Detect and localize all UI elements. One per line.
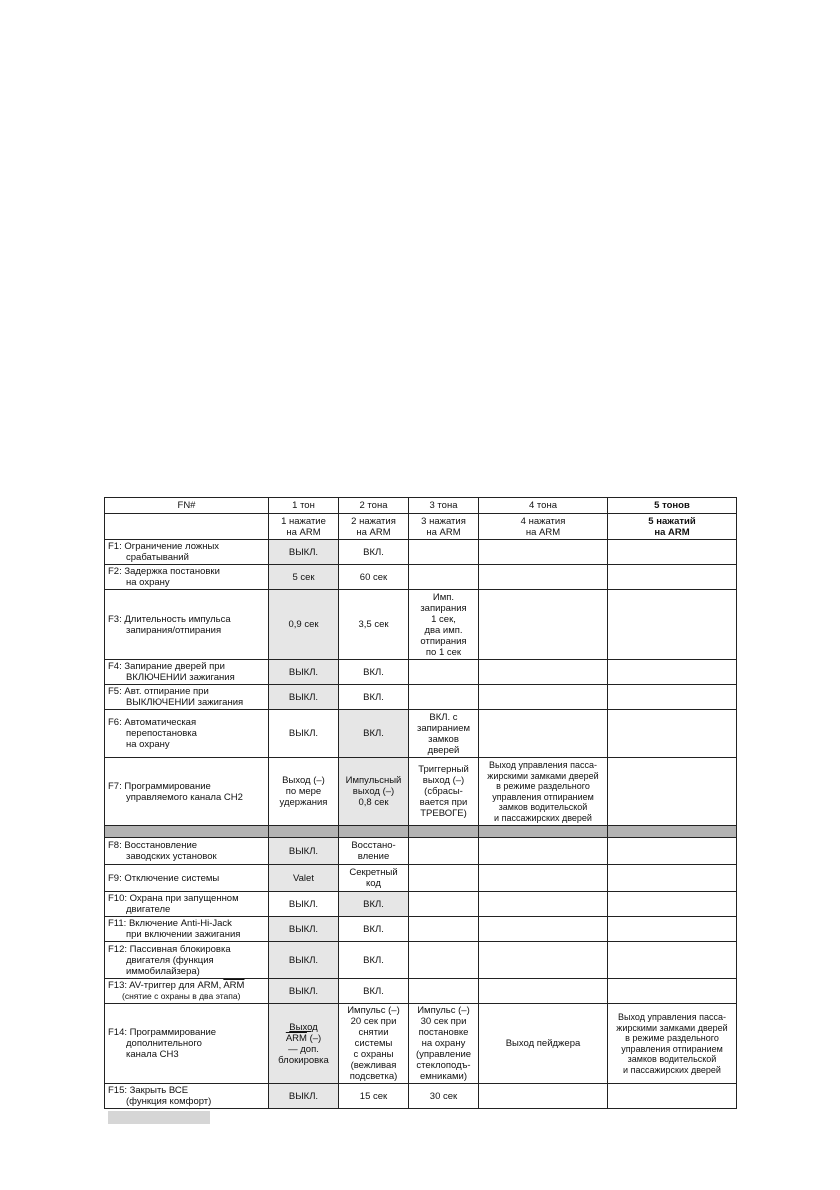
table-header-row (105, 498, 737, 514)
cell-f2-1: 5 сек (269, 565, 339, 590)
fn-label-f9: F9: Отключение системы (105, 865, 269, 892)
table-row-f7 (105, 758, 737, 826)
cell-f3-1: 0,9 сек (269, 590, 339, 660)
fn-label-f1: F1: Ограничение ложных срабатываний (105, 540, 269, 565)
subheader-1: 1 нажатие на ARM (269, 514, 339, 540)
table-row-f4 (105, 660, 737, 685)
cell-f4-2: ВКЛ. (339, 660, 409, 685)
fn-label-f12: F12: Пассивная блокировка двигателя (функция иммобилайзера) (105, 942, 269, 979)
table-row-f1 (105, 540, 737, 565)
cell-f6-1: ВЫКЛ. (269, 710, 339, 758)
cell-f14-5: Выход управления пасса- жирскими замками дверей в режиме раздельного управления отпиранием замков водительской и пассажирских дверей (608, 1004, 737, 1084)
cell-f7-2: Импульсный выход (–) 0,8 сек (339, 758, 409, 826)
header-tone-2: 2 тона (339, 498, 409, 514)
fn-label-f14: F14: Программирование дополнительного канала CH3 (105, 1004, 269, 1084)
table-row-f6 (105, 710, 737, 758)
cell-f8-2: Восстано- вление (339, 838, 409, 865)
table-row-f5 (105, 685, 737, 710)
table-row-f8 (105, 838, 737, 865)
cell-f12-2: ВКЛ. (339, 942, 409, 979)
table-row-f13 (105, 979, 737, 1004)
cell-f13-1: ВЫКЛ. (269, 979, 339, 1004)
subheader-2: 2 нажатия на ARM (339, 514, 409, 540)
table-row-f3 (105, 590, 737, 660)
cell-f7-1: Выход (–) по мере удержания (269, 758, 339, 826)
fn-label-f13: F13: AV-триггер для ARM, $\overline{ARM}$ (снятие с охраны в два этапа) (105, 979, 269, 1004)
table-row-f11 (105, 917, 737, 942)
cell-f12-1: ВЫКЛ. (269, 942, 339, 979)
function-table (104, 497, 737, 1109)
cell-f7-4: Выход управления пасса- жирскими замками дверей в режиме раздельного управления отпиранием замков водительской и пассажирских дверей (479, 758, 608, 826)
cell-f13-2: ВКЛ. (339, 979, 409, 1004)
cell-f9-1: Valet (269, 865, 339, 892)
legend-swatch (108, 1111, 210, 1124)
table-row-f9 (105, 865, 737, 892)
fn-label-f11: F11: Включение Anti-Hi-Jack при включении зажигания (105, 917, 269, 942)
table-row-f10 (105, 892, 737, 917)
table-row-f15 (105, 1084, 737, 1109)
cell-f15-3: 30 сек (409, 1084, 479, 1109)
cell-f11-1: ВЫКЛ. (269, 917, 339, 942)
table-separator-row (105, 826, 737, 838)
fn-label-f5: F5: Авт. отпирание при ВЫКЛЮЧЕНИИ зажигания (105, 685, 269, 710)
header-tone-3: 3 тона (409, 498, 479, 514)
cell-f7-3: Триггерный выход (–) (сбрасы- вается при ТРЕВОГЕ) (409, 758, 479, 826)
subheader-5: 5 нажатий на ARM (608, 514, 737, 540)
cell-f14-3: Импульс (–) 30 сек при постановке на охрану (управление стеклоподъ- емниками) (409, 1004, 479, 1084)
cell-f1-2: ВКЛ. (339, 540, 409, 565)
fn-label-f7: F7: Программирование управляемого канала CH2 (105, 758, 269, 826)
header-tone-5: 5 тонов (608, 498, 737, 514)
cell-f2-2: 60 сек (339, 565, 409, 590)
fn-label-f4: F4: Запирание дверей при ВКЛЮЧЕНИИ зажигания (105, 660, 269, 685)
table-row-f12 (105, 942, 737, 979)
fn-label-f2: F2: Задержка постановки на охрану (105, 565, 269, 590)
cell-f8-1: ВЫКЛ. (269, 838, 339, 865)
cell-f15-2: 15 сек (339, 1084, 409, 1109)
cell-f14-4: Выход пейджера (479, 1004, 608, 1084)
cell-f1-1: ВЫКЛ. (269, 540, 339, 565)
header-tone-4: 4 тона (479, 498, 608, 514)
cell-f15-1: ВЫКЛ. (269, 1084, 339, 1109)
fn-label-f3: F3: Длительность импульса запирания/отпирания (105, 590, 269, 660)
cell-f5-1: ВЫКЛ. (269, 685, 339, 710)
cell-f6-2: ВКЛ. (339, 710, 409, 758)
header-tone-1: 1 тон (269, 498, 339, 514)
fn-label-f15: F15: Закрыть ВСЕ (функция комфорт) (105, 1084, 269, 1109)
cell-f10-2: ВКЛ. (339, 892, 409, 917)
header-fn: FN# (105, 498, 269, 514)
cell-f5-2: ВКЛ. (339, 685, 409, 710)
cell-f9-2: Секретный код (339, 865, 409, 892)
fn-label-f8: F8: Восстановление заводских установок (105, 838, 269, 865)
fn-label-f6: F6: Автоматическая перепостановка на охрану (105, 710, 269, 758)
table-row-f14 (105, 1004, 737, 1084)
table-subheader-row (105, 514, 737, 540)
cell-f10-1: ВЫКЛ. (269, 892, 339, 917)
cell-f11-2: ВКЛ. (339, 917, 409, 942)
subheader-3: 3 нажатия на ARM (409, 514, 479, 540)
cell-f14-2: Импульс (–) 20 сек при снятии системы с охраны (вежливая подсветка) (339, 1004, 409, 1084)
cell-f6-3: ВКЛ. с запиранием замков дверей (409, 710, 479, 758)
table-row-f2 (105, 565, 737, 590)
subheader-4: 4 нажатия на ARM (479, 514, 608, 540)
cell-f3-2: 3,5 сек (339, 590, 409, 660)
fn-label-f10: F10: Охрана при запущенном двигателе (105, 892, 269, 917)
cell-f4-1: ВЫКЛ. (269, 660, 339, 685)
cell-f14-1: Выход $\overline{ARM}$ (–) — доп. блокировка (269, 1004, 339, 1084)
cell-f3-3: Имп. запирания 1 сек, два имп. отпирания по 1 сек (409, 590, 479, 660)
